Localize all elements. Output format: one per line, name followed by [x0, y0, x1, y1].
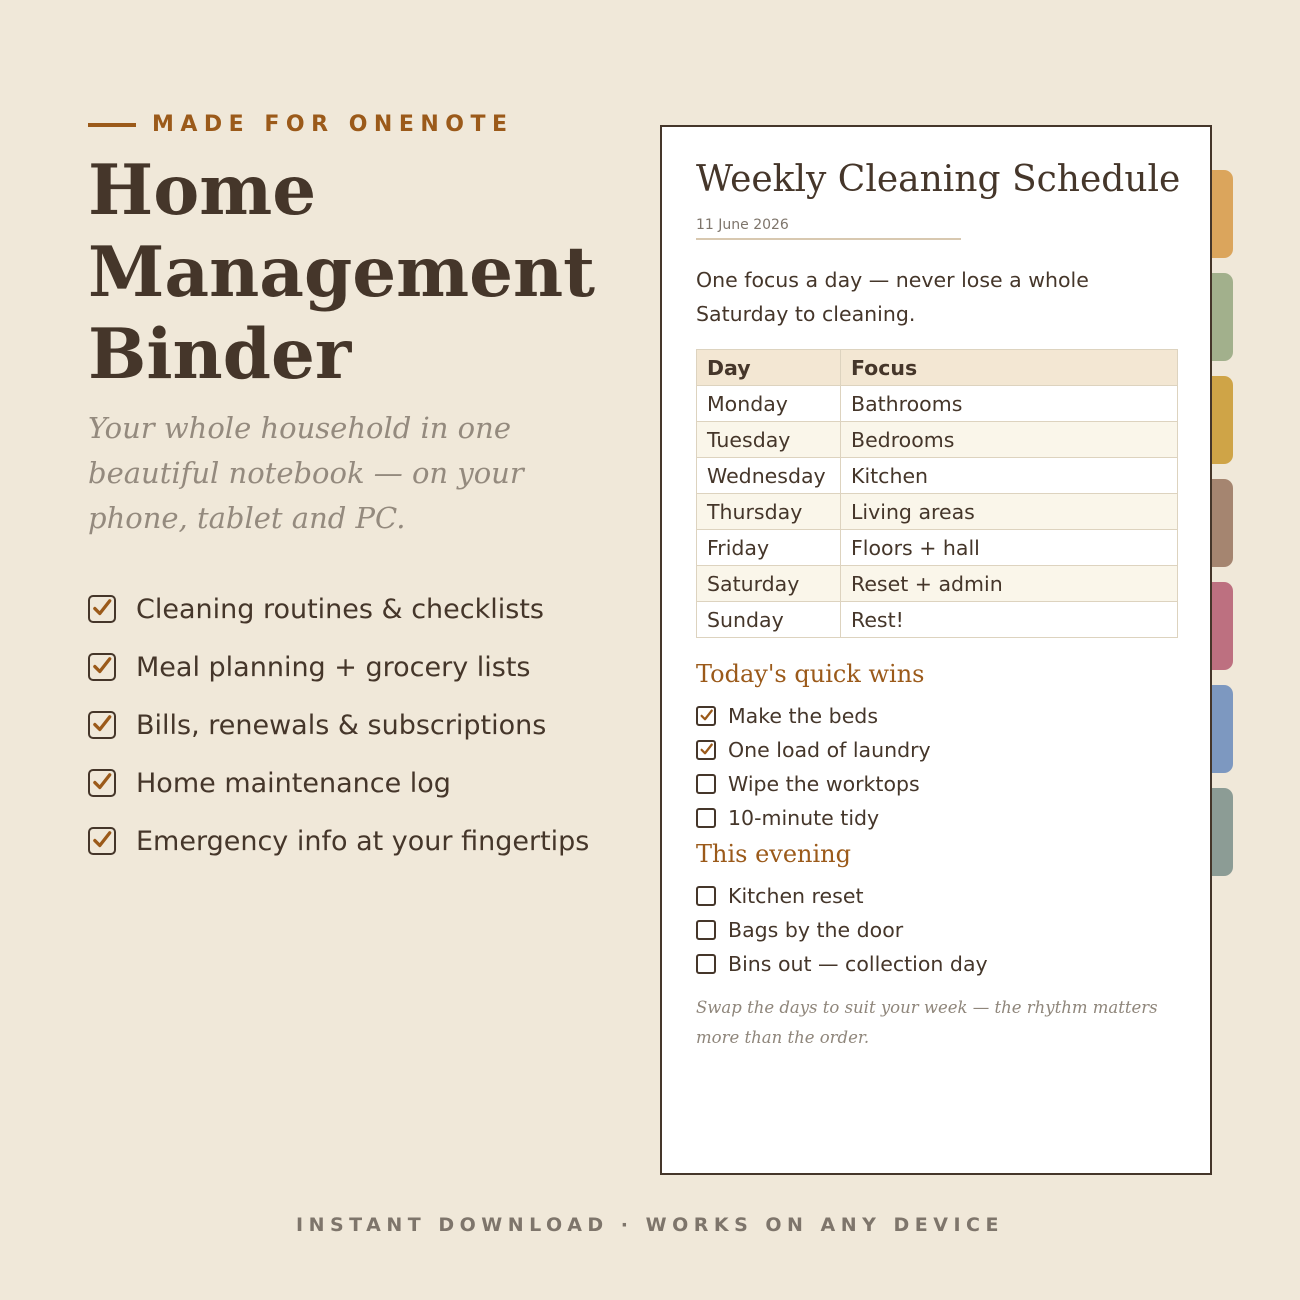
- table-row: [697, 494, 1178, 530]
- page-title: Weekly Cleaning Schedule: [696, 159, 1181, 200]
- page-note: Swap the days to suit your week — the rhythm matters more than the order.: [696, 998, 1158, 1047]
- hero-title: [88, 150, 595, 396]
- section-tab[interactable]: [1211, 170, 1233, 258]
- focus-cell[interactable]: Bedrooms: [841, 422, 1178, 458]
- eyebrow-rule: [88, 123, 136, 127]
- table-row: [697, 458, 1178, 494]
- todo-label: Kitchen reset: [728, 884, 864, 908]
- feature-item: [88, 696, 589, 754]
- checkbox-empty-icon[interactable]: [696, 920, 716, 940]
- page-intro: One focus a day — never lose a whole Saturday to cleaning.: [696, 268, 1089, 326]
- todo-label: 10-minute tidy: [728, 806, 880, 830]
- hero-title-line: Binder: [88, 314, 352, 395]
- todo-item: [696, 733, 931, 767]
- table-row: [697, 386, 1178, 422]
- focus-cell[interactable]: Living areas: [841, 494, 1178, 530]
- column-header: Focus: [841, 350, 1178, 386]
- feature-label: Emergency info at your fingertips: [136, 825, 590, 857]
- day-cell[interactable]: Wednesday: [697, 458, 841, 494]
- page-date: 11 June 2026: [696, 217, 789, 233]
- todo-label: Wipe the worktops: [728, 772, 920, 796]
- checkbox-empty-icon[interactable]: [696, 954, 716, 974]
- checkbox-empty-icon[interactable]: [696, 808, 716, 828]
- feature-item: [88, 638, 589, 696]
- focus-cell[interactable]: Reset + admin: [841, 566, 1178, 602]
- section-tab[interactable]: [1211, 273, 1233, 361]
- focus-cell[interactable]: Rest!: [841, 602, 1178, 638]
- feature-label: Cleaning routines & checklists: [136, 593, 544, 625]
- feature-label: Meal planning + grocery lists: [136, 651, 531, 683]
- feature-label: Home maintenance log: [136, 767, 451, 799]
- footer-tagline: INSTANT DOWNLOAD · WORKS ON ANY DEVICE: [296, 1214, 1004, 1236]
- focus-cell[interactable]: Kitchen: [841, 458, 1178, 494]
- feature-item: [88, 754, 589, 812]
- hero-subtitle: Your whole household in one beautiful notebook — on your phone, tablet and PC.: [88, 411, 524, 535]
- checkbox-checked-icon: [88, 711, 116, 739]
- evening-list: [696, 879, 988, 981]
- todo-label: Bags by the door: [728, 918, 904, 942]
- section-tab[interactable]: [1211, 582, 1233, 670]
- feature-item: [88, 580, 589, 638]
- schedule-table: [696, 349, 1178, 638]
- todo-item: [696, 699, 931, 733]
- feature-item: [88, 812, 589, 870]
- quick-wins-heading: Today's quick wins: [696, 660, 925, 688]
- day-cell[interactable]: Friday: [697, 530, 841, 566]
- checkbox-checked-icon: [88, 595, 116, 623]
- eyebrow-text: MADE FOR ONENOTE: [152, 112, 514, 137]
- checkbox-empty-icon[interactable]: [696, 774, 716, 794]
- section-tab[interactable]: [1211, 685, 1233, 773]
- day-cell[interactable]: Monday: [697, 386, 841, 422]
- feature-label: Bills, renewals & subscriptions: [136, 709, 547, 741]
- todo-item: [696, 913, 988, 947]
- table-header-row: [697, 350, 1178, 386]
- quick-wins-list: [696, 699, 931, 835]
- evening-heading: This evening: [696, 840, 852, 868]
- todo-item: [696, 801, 931, 835]
- column-header: Day: [697, 350, 841, 386]
- checkbox-checked-icon: [88, 827, 116, 855]
- section-tab[interactable]: [1211, 376, 1233, 464]
- todo-item: [696, 879, 988, 913]
- section-tab[interactable]: [1211, 479, 1233, 567]
- table-row: [697, 566, 1178, 602]
- todo-label: Make the beds: [728, 704, 878, 728]
- todo-item: [696, 767, 931, 801]
- eyebrow: [88, 112, 514, 137]
- table-row: [697, 530, 1178, 566]
- day-cell[interactable]: Sunday: [697, 602, 841, 638]
- todo-item: [696, 947, 988, 981]
- focus-cell[interactable]: Bathrooms: [841, 386, 1178, 422]
- notebook-page: [660, 125, 1212, 1175]
- checkbox-checked-icon: [88, 653, 116, 681]
- checkbox-checked-icon: [88, 769, 116, 797]
- checkbox-checked-icon[interactable]: [696, 706, 716, 726]
- day-cell[interactable]: Tuesday: [697, 422, 841, 458]
- hero-title-line: Home: [88, 150, 317, 231]
- date-divider: [696, 238, 961, 240]
- checkbox-checked-icon[interactable]: [696, 740, 716, 760]
- checkbox-empty-icon[interactable]: [696, 886, 716, 906]
- table-row: [697, 602, 1178, 638]
- focus-cell[interactable]: Floors + hall: [841, 530, 1178, 566]
- todo-label: Bins out — collection day: [728, 952, 988, 976]
- todo-label: One load of laundry: [728, 738, 931, 762]
- feature-list: [88, 580, 589, 870]
- section-tab[interactable]: [1211, 788, 1233, 876]
- day-cell[interactable]: Thursday: [697, 494, 841, 530]
- table-row: [697, 422, 1178, 458]
- hero-title-line: Management: [88, 232, 596, 313]
- day-cell[interactable]: Saturday: [697, 566, 841, 602]
